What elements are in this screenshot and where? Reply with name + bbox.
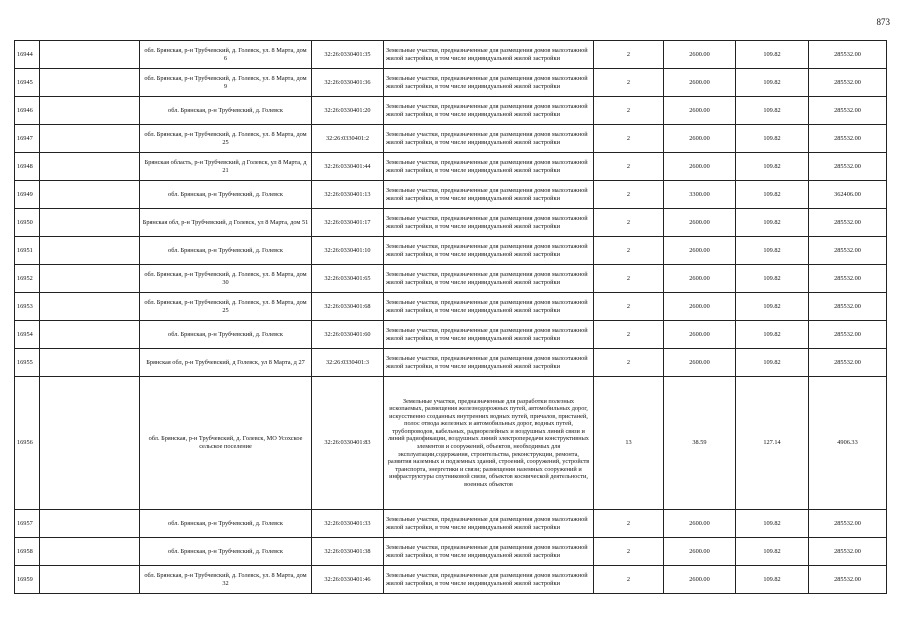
table-row: [15, 125, 887, 153]
cadastral-number-cell: 32:26:0330401:35: [312, 41, 384, 69]
category-cell: 13: [594, 377, 664, 510]
table-row: [15, 349, 887, 377]
area-cell: 2600.00: [664, 538, 736, 566]
address-cell: обл. Брянская, р-н Трубчевский, д. Голевск, ул. 8 Марта, дом 9: [140, 69, 312, 97]
table-row: [15, 566, 887, 594]
blank-cell: [40, 41, 140, 69]
row-number: 16947: [15, 125, 40, 153]
category-cell: 2: [594, 538, 664, 566]
area-cell: 2600.00: [664, 566, 736, 594]
area-cell: 2600.00: [664, 153, 736, 181]
table-row: [15, 153, 887, 181]
land-use-cell: Земельные участки, предназначенные для размещения домов малоэтажной жилой застройки, в том числе индивидуальной жилой застройки: [384, 209, 594, 237]
rate-cell: 109.82: [736, 41, 809, 69]
land-use-cell: Земельные участки, предназначенные для разработки полезных ископаемых, размещения железнодорожных путей, автомобильных дорог, искусственно созданных внутренних водных путей, причалов, пристаней, полос отвода железных и автомобильных дорог, водных путей, трубопроводов, кабельных, радиорелейных и воздушных линий связи и линий радиофикации, воздушных линий электропередачи конструктивных элементов и сооружений, объектов, необходимых для эксплуатации,содержания, строительства, реконструкции, ремонта, развития наземных и подземных зданий, строений, сооружений, устройств транспорта, энергетики и связи; размещения наземных сооружений и инфраструктуры спутниковой связи, объектов космической деятельности, военных объектов: [384, 377, 594, 510]
blank-cell: [40, 321, 140, 349]
row-number: 16948: [15, 153, 40, 181]
address-cell: обл. Брянская, р-н Трубчевский, д. Голевск, ул. 8 Марта, дом 32: [140, 566, 312, 594]
address-cell: обл. Брянская, р-н Трубчевский, д. Голевск, ул. 8 Марта, дом 30: [140, 265, 312, 293]
cadastral-value-cell: 285532.00: [809, 538, 887, 566]
land-use-cell: Земельные участки, предназначенные для размещения домов малоэтажной жилой застройки, в том числе индивидуальной жилой застройки: [384, 153, 594, 181]
cadastral-value-cell: 285532.00: [809, 321, 887, 349]
cadastral-number-cell: 32:26:0330401:44: [312, 153, 384, 181]
address-cell: обл. Брянская, р-н Трубчевский, д. Голевск, ул. 8 Марта, дом 25: [140, 125, 312, 153]
address-cell: обл. Брянская, р-н Трубчевский, д. Голевск, МО Усохское сельское поселение: [140, 377, 312, 510]
blank-cell: [40, 349, 140, 377]
cadastral-number-cell: 32:26:0330401:65: [312, 265, 384, 293]
table-row: [15, 293, 887, 321]
table-row: [15, 181, 887, 209]
blank-cell: [40, 377, 140, 510]
row-number: 16958: [15, 538, 40, 566]
area-cell: 2600.00: [664, 97, 736, 125]
cadastral-value-cell: 285532.00: [809, 209, 887, 237]
rate-cell: 109.82: [736, 237, 809, 265]
cadastral-value-cell: 285532.00: [809, 293, 887, 321]
cadastral-number-cell: 32:26:0330401:20: [312, 97, 384, 125]
cadastral-number-cell: 32:26:0330401:46: [312, 566, 384, 594]
row-number: 16944: [15, 41, 40, 69]
cadastral-value-cell: 285532.00: [809, 41, 887, 69]
cadastral-value-cell: 285532.00: [809, 69, 887, 97]
address-cell: обл. Брянская, р-н Трубчевский, д. Голевск: [140, 538, 312, 566]
table-row: [15, 97, 887, 125]
table-row: [15, 510, 887, 538]
row-number: 16959: [15, 566, 40, 594]
category-cell: 2: [594, 153, 664, 181]
category-cell: 2: [594, 566, 664, 594]
land-use-cell: Земельные участки, предназначенные для размещения домов малоэтажной жилой застройки, в том числе индивидуальной жилой застройки: [384, 125, 594, 153]
table-row: [15, 265, 887, 293]
land-use-cell: Земельные участки, предназначенные для размещения домов малоэтажной жилой застройки, в том числе индивидуальной жилой застройки: [384, 265, 594, 293]
row-number: 16950: [15, 209, 40, 237]
cadastral-value-cell: 285532.00: [809, 265, 887, 293]
blank-cell: [40, 265, 140, 293]
table-row: [15, 377, 887, 510]
cadastral-number-cell: 32:26:0330401:2: [312, 125, 384, 153]
rate-cell: 109.82: [736, 293, 809, 321]
land-use-cell: Земельные участки, предназначенные для размещения домов малоэтажной жилой застройки, в том числе индивидуальной жилой застройки: [384, 510, 594, 538]
row-number: 16949: [15, 181, 40, 209]
row-number: 16952: [15, 265, 40, 293]
area-cell: 38.59: [664, 377, 736, 510]
blank-cell: [40, 510, 140, 538]
address-cell: Брянская обл, р-н Трубчевский, д Голевск, ул 8 Марта, дом 51: [140, 209, 312, 237]
rate-cell: 109.82: [736, 209, 809, 237]
row-number: 16954: [15, 321, 40, 349]
category-cell: 2: [594, 265, 664, 293]
cadastral-number-cell: 32:26:0330401:33: [312, 510, 384, 538]
land-use-cell: Земельные участки, предназначенные для размещения домов малоэтажной жилой застройки, в том числе индивидуальной жилой застройки: [384, 41, 594, 69]
table-row: [15, 69, 887, 97]
address-cell: обл. Брянская, р-н Трубчевский, д. Голевск: [140, 510, 312, 538]
cadastral-value-cell: 362406.00: [809, 181, 887, 209]
area-cell: 2600.00: [664, 321, 736, 349]
cadastral-number-cell: 32:26:0330401:36: [312, 69, 384, 97]
land-use-cell: Земельные участки, предназначенные для размещения домов малоэтажной жилой застройки, в том числе индивидуальной жилой застройки: [384, 538, 594, 566]
table-row: [15, 41, 887, 69]
category-cell: 2: [594, 321, 664, 349]
rate-cell: 109.82: [736, 321, 809, 349]
land-use-cell: Земельные участки, предназначенные для размещения домов малоэтажной жилой застройки, в том числе индивидуальной жилой застройки: [384, 293, 594, 321]
land-use-cell: Земельные участки, предназначенные для размещения домов малоэтажной жилой застройки, в том числе индивидуальной жилой застройки: [384, 321, 594, 349]
cadastral-value-cell: 285532.00: [809, 510, 887, 538]
land-use-cell: Земельные участки, предназначенные для размещения домов малоэтажной жилой застройки, в том числе индивидуальной жилой застройки: [384, 97, 594, 125]
category-cell: 2: [594, 293, 664, 321]
area-cell: 2600.00: [664, 125, 736, 153]
area-cell: 2600.00: [664, 69, 736, 97]
category-cell: 2: [594, 97, 664, 125]
address-cell: обл. Брянская, р-н Трубчевский, д. Голевск: [140, 321, 312, 349]
cadastral-number-cell: 32:26:0330401:83: [312, 377, 384, 510]
blank-cell: [40, 293, 140, 321]
row-number: 16953: [15, 293, 40, 321]
area-cell: 2600.00: [664, 265, 736, 293]
row-number: 16946: [15, 97, 40, 125]
cadastral-number-cell: 32:26:0330401:3: [312, 349, 384, 377]
rate-cell: 127.14: [736, 377, 809, 510]
table-body: [15, 41, 887, 594]
cadastral-value-cell: 4906.33: [809, 377, 887, 510]
address-cell: Брянская область, р-н Трубчевский, д Голевск, ул 8 Марта, д 21: [140, 153, 312, 181]
land-registry-table: [14, 40, 887, 594]
blank-cell: [40, 566, 140, 594]
table-row: [15, 209, 887, 237]
category-cell: 2: [594, 209, 664, 237]
blank-cell: [40, 237, 140, 265]
blank-cell: [40, 538, 140, 566]
rate-cell: 109.82: [736, 538, 809, 566]
row-number: 16957: [15, 510, 40, 538]
cadastral-value-cell: 285532.00: [809, 349, 887, 377]
table-row: [15, 237, 887, 265]
area-cell: 2600.00: [664, 237, 736, 265]
row-number: 16955: [15, 349, 40, 377]
rate-cell: 109.82: [736, 181, 809, 209]
row-number: 16956: [15, 377, 40, 510]
area-cell: 3300.00: [664, 181, 736, 209]
cadastral-value-cell: 285532.00: [809, 97, 887, 125]
address-cell: обл. Брянская, р-н Трубчевский, д. Голевск: [140, 97, 312, 125]
cadastral-number-cell: 32:26:0330401:17: [312, 209, 384, 237]
cadastral-value-cell: 285532.00: [809, 566, 887, 594]
cadastral-number-cell: 32:26:0330401:68: [312, 293, 384, 321]
area-cell: 2600.00: [664, 349, 736, 377]
category-cell: 2: [594, 237, 664, 265]
rate-cell: 109.82: [736, 510, 809, 538]
blank-cell: [40, 209, 140, 237]
land-use-cell: Земельные участки, предназначенные для размещения домов малоэтажной жилой застройки, в том числе индивидуальной жилой застройки: [384, 349, 594, 377]
category-cell: 2: [594, 349, 664, 377]
rate-cell: 109.82: [736, 69, 809, 97]
category-cell: 2: [594, 510, 664, 538]
blank-cell: [40, 181, 140, 209]
address-cell: обл. Брянская, р-н Трубчевский, д. Голевск: [140, 237, 312, 265]
area-cell: 2600.00: [664, 41, 736, 69]
table-row: [15, 321, 887, 349]
rate-cell: 109.82: [736, 265, 809, 293]
category-cell: 2: [594, 69, 664, 97]
row-number: 16951: [15, 237, 40, 265]
address-cell: обл. Брянская, р-н Трубчевский, д. Голевск, ул. 8 Марта, дом 6: [140, 41, 312, 69]
address-cell: Брянская обл, р-н Трубчевский, д Голевск, ул 8 Марта, д 27: [140, 349, 312, 377]
page-number: 873: [876, 17, 890, 27]
blank-cell: [40, 97, 140, 125]
address-cell: обл. Брянская, р-н Трубчевский, д. Голевск: [140, 181, 312, 209]
land-use-cell: Земельные участки, предназначенные для размещения домов малоэтажной жилой застройки, в том числе индивидуальной жилой застройки: [384, 69, 594, 97]
blank-cell: [40, 125, 140, 153]
rate-cell: 109.82: [736, 97, 809, 125]
rate-cell: 109.82: [736, 153, 809, 181]
address-cell: обл. Брянская, р-н Трубчевский, д. Голевск, ул. 8 Марта, дом 25: [140, 293, 312, 321]
category-cell: 2: [594, 41, 664, 69]
area-cell: 2600.00: [664, 293, 736, 321]
category-cell: 2: [594, 125, 664, 153]
cadastral-number-cell: 32:26:0330401:10: [312, 237, 384, 265]
area-cell: 2600.00: [664, 209, 736, 237]
land-use-cell: Земельные участки, предназначенные для размещения домов малоэтажной жилой застройки, в том числе индивидуальной жилой застройки: [384, 566, 594, 594]
rate-cell: 109.82: [736, 566, 809, 594]
land-use-cell: Земельные участки, предназначенные для размещения домов малоэтажной жилой застройки, в том числе индивидуальной жилой застройки: [384, 181, 594, 209]
cadastral-value-cell: 285532.00: [809, 237, 887, 265]
cadastral-number-cell: 32:26:0330401:60: [312, 321, 384, 349]
area-cell: 2600.00: [664, 510, 736, 538]
category-cell: 2: [594, 181, 664, 209]
cadastral-number-cell: 32:26:0330401:13: [312, 181, 384, 209]
blank-cell: [40, 153, 140, 181]
cadastral-value-cell: 285532.00: [809, 125, 887, 153]
cadastral-number-cell: 32:26:0330401:38: [312, 538, 384, 566]
rate-cell: 109.82: [736, 125, 809, 153]
row-number: 16945: [15, 69, 40, 97]
cadastral-value-cell: 285532.00: [809, 153, 887, 181]
blank-cell: [40, 69, 140, 97]
table-row: [15, 538, 887, 566]
rate-cell: 109.82: [736, 349, 809, 377]
land-use-cell: Земельные участки, предназначенные для размещения домов малоэтажной жилой застройки, в том числе индивидуальной жилой застройки: [384, 237, 594, 265]
